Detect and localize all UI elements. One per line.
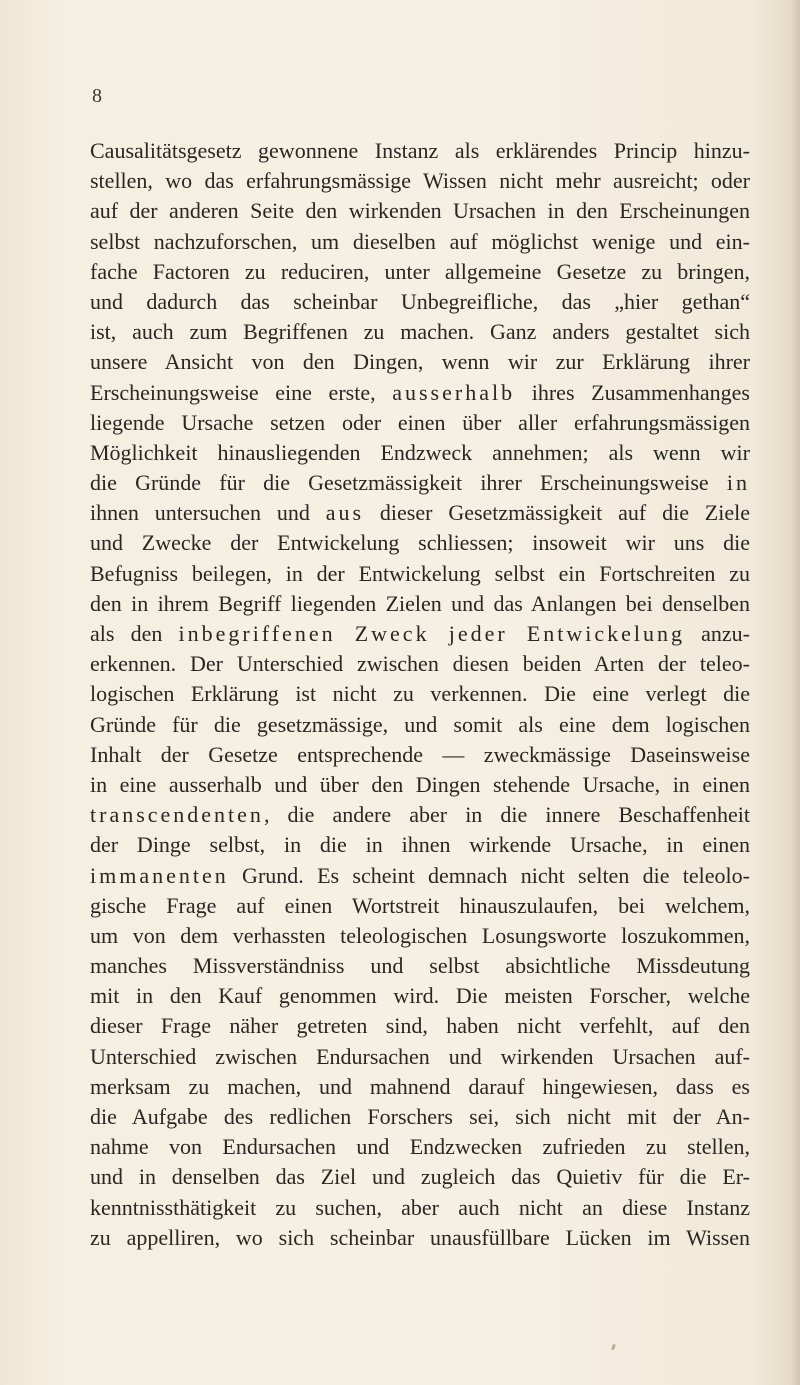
text-segment: und dadurch das scheinbar Unbegreifliche, das „hier gethan“ — [90, 288, 750, 314]
text-line — [90, 227, 750, 257]
text-segment: ist, auch zum Begriffenen zu machen. Ganz anders gestaltet sich — [90, 319, 750, 345]
text-segment: der Dinge selbst, in die in ihnen wirkende Ursache, in einen — [90, 832, 750, 858]
text-segment: fache Factoren zu reduciren, unter allgemeine Gesetze zu bringen, — [90, 258, 750, 284]
text-line — [90, 196, 750, 226]
text-line — [90, 891, 750, 921]
text-segment: selbst nachzuforschen, um dieselben auf möglichst wenige und ein- — [90, 228, 750, 254]
text-segment: dieser Frage näher getreten sind, haben nicht verfehlt, auf den — [90, 1013, 750, 1039]
text-line — [90, 1193, 750, 1223]
text-segment: ihnen untersuchen und — [90, 500, 326, 526]
text-line — [90, 1042, 750, 1072]
text-line — [90, 861, 750, 891]
text-line — [90, 740, 750, 770]
text-line — [90, 710, 750, 740]
text-segment: manches Missverständniss und selbst absichtliche Missdeutung — [90, 953, 750, 979]
text-segment: erkennen. Der Unterschied zwischen diesen beiden Arten der teleo- — [90, 651, 750, 677]
text-line — [90, 257, 750, 287]
text-segment: auf der anderen Seite den wirkenden Ursachen in den Erscheinungen — [90, 198, 750, 224]
text-segment: ihres Zusammenhanges — [515, 379, 750, 405]
text-line — [90, 619, 750, 649]
emphasized-text: ausserhalb — [392, 379, 516, 405]
text-segment: mit in den Kauf genommen wird. Die meisten Forscher, welche — [90, 983, 750, 1009]
text-segment: zu appelliren, wo sich scheinbar unausfüllbare Lücken im Wissen — [90, 1224, 750, 1250]
text-line — [90, 1011, 750, 1041]
text-line — [90, 921, 750, 951]
text-line — [90, 347, 750, 377]
text-segment: nahme von Endursachen und Endzwecken zufrieden zu stellen, — [90, 1134, 750, 1160]
page-number: 8 — [92, 85, 102, 107]
emphasized-text: in — [726, 470, 750, 496]
paper-speck — [611, 1344, 616, 1351]
text-segment: Causalitätsgesetz gewonnene Instanz als erklärendes Princip hinzu- — [90, 138, 750, 163]
text-segment: dieser Gesetzmässigkeit auf die Ziele — [364, 500, 751, 526]
text-line — [90, 800, 750, 830]
text-line — [90, 559, 750, 589]
text-segment: liegende Ursache setzen oder einen über aller erfahrungsmässigen — [90, 409, 750, 435]
emphasized-text: transcendenten — [90, 802, 264, 828]
body-text — [90, 136, 750, 1253]
text-line — [90, 378, 750, 408]
text-segment: und Zwecke der Entwickelung schliessen; insoweit wir uns die — [90, 530, 750, 556]
text-segment: Gründe für die gesetzmässige, und somit als eine dem logischen — [90, 711, 750, 737]
text-line — [90, 438, 750, 468]
text-segment: die Gründe für die Gesetzmässigkeit ihrer Erscheinungsweise — [90, 470, 727, 496]
text-line — [90, 528, 750, 558]
text-segment: , die andere aber in die innere Beschaffenheit — [263, 802, 750, 828]
text-line — [90, 981, 750, 1011]
text-segment: als den — [90, 621, 179, 646]
text-segment: gische Frage auf einen Wortstreit hinauszulaufen, bei welchem, — [90, 892, 750, 918]
text-segment: unsere Ansicht von den Dingen, wenn wir zur Erklärung ihrer — [90, 349, 750, 375]
text-line — [90, 498, 750, 528]
emphasized-text: immanenten — [90, 862, 229, 888]
text-line — [90, 136, 750, 166]
text-line — [90, 468, 750, 498]
text-segment: anzu- — [685, 621, 751, 646]
emphasized-text: inbegriffenen Zweck jeder Entwickelung — [178, 621, 686, 646]
text-segment: Grund. Es scheint demnach nicht selten die teleolo- — [228, 862, 750, 888]
text-segment: und in denselben das Ziel und zugleich das Quietiv für die Er- — [90, 1164, 750, 1190]
text-segment: um von dem verhassten teleologischen Losungsworte loszukommen, — [90, 922, 750, 948]
text-line — [90, 408, 750, 438]
text-line — [90, 679, 750, 709]
text-line — [90, 1223, 750, 1253]
text-line — [90, 830, 750, 860]
text-line — [90, 1132, 750, 1162]
text-segment: logischen Erklärung ist nicht zu verkennen. Die eine verlegt die — [90, 681, 750, 707]
text-segment: Erscheinungsweise eine erste, — [90, 379, 393, 405]
text-segment: kenntnissthätigkeit zu suchen, aber auch nicht an diese Instanz — [90, 1194, 750, 1220]
text-segment: Unterschied zwischen Endursachen und wirkenden Ursachen auf- — [90, 1043, 750, 1069]
text-line — [90, 770, 750, 800]
text-line — [90, 1102, 750, 1132]
text-segment: Inhalt der Gesetze entsprechende — zweckmässige Daseinsweise — [90, 741, 750, 767]
text-segment: Befugniss beilegen, in der Entwickelung selbst ein Fortschreiten zu — [90, 560, 750, 586]
text-line — [90, 1162, 750, 1192]
emphasized-text: aus — [325, 500, 365, 526]
text-segment: Möglichkeit hinausliegenden Endzweck annehmen; als wenn wir — [90, 439, 750, 465]
text-segment: merksam zu machen, und mahnend darauf hingewiesen, dass es — [90, 1073, 750, 1099]
text-line — [90, 589, 750, 619]
text-segment: stellen, wo das erfahrungsmässige Wissen nicht mehr ausreicht; oder — [90, 168, 750, 194]
text-line — [90, 1072, 750, 1102]
text-line — [90, 166, 750, 196]
text-line — [90, 287, 750, 317]
text-segment: die Aufgabe des redlichen Forschers sei, sich nicht mit der An- — [90, 1104, 750, 1129]
page-edge-shadow — [790, 0, 800, 1385]
text-line — [90, 649, 750, 679]
text-line — [90, 317, 750, 347]
text-line — [90, 951, 750, 981]
text-segment: in eine ausserhalb und über den Dingen stehende Ursache, in einen — [90, 771, 750, 797]
text-segment: den in ihrem Begriff liegenden Zielen und das Anlangen bei denselben — [90, 590, 750, 616]
